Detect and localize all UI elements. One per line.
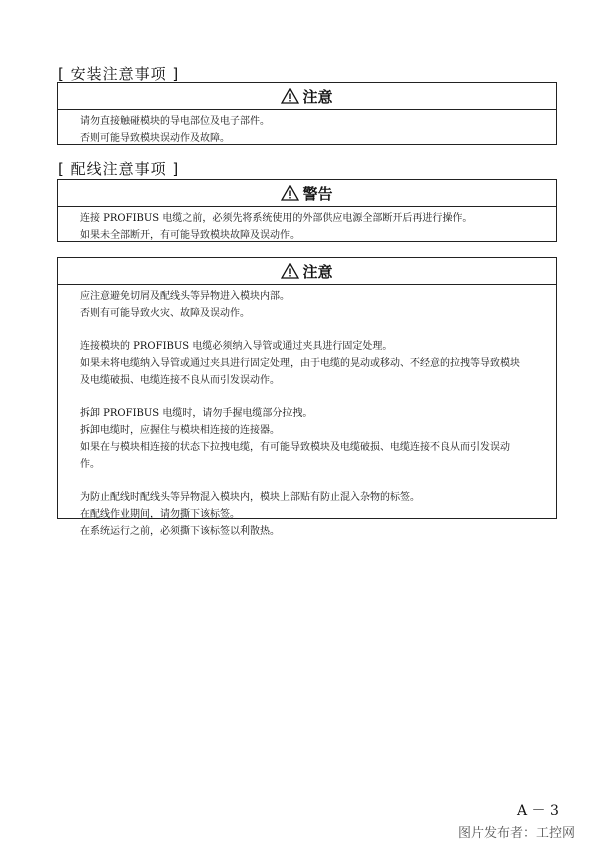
text-line: 在配线作业期间，请勿撕下该标签。 bbox=[80, 509, 240, 520]
text-line: 连接 PROFIBUS 电缆之前，必须先将系统使用的外部供应电源全部断开后再进行操作。 bbox=[80, 213, 473, 224]
page-number: A － 3 bbox=[517, 803, 559, 819]
caution-heading bbox=[58, 83, 556, 110]
caution-box-wiring bbox=[57, 257, 557, 537]
caution-heading bbox=[58, 258, 556, 285]
text-line: 否则有可能导致火灾、故障及误动作。 bbox=[80, 308, 250, 319]
text-line: 如果未将电缆纳入导管或通过夹具进行固定处理，由于电缆的晃动或移动、不经意的拉拽等导致模块 bbox=[80, 358, 520, 369]
warning-body bbox=[58, 207, 556, 248]
warning-triangle-icon bbox=[281, 185, 299, 201]
warning-heading-text: 警告 bbox=[302, 184, 333, 203]
text-line: 如果未全部断开，有可能导致模块故障及误动作。 bbox=[80, 230, 300, 241]
text-line: 在系统运行之前，必须撕下该标签以利散热。 bbox=[80, 526, 280, 537]
section-title-installation: [ 安装注意事项 ] bbox=[58, 65, 180, 83]
text-line: 作。 bbox=[80, 459, 100, 470]
warning-box-wiring bbox=[57, 179, 557, 242]
text-line: 如果在与模块相连接的状态下拉拽电缆，有可能导致模块及电缆破损、电缆连接不良从而引发误动 bbox=[80, 442, 510, 453]
warning-heading bbox=[58, 180, 556, 207]
text-line: 否则可能导致模块误动作及故障。 bbox=[80, 133, 230, 144]
text-line: 及电缆破损、电缆连接不良从而引发误动作。 bbox=[80, 375, 280, 386]
text-line: 请勿直接触碰模块的导电部位及电子部件。 bbox=[80, 116, 270, 127]
text-line: 为防止配线时配线头等异物混入模块内，模块上部贴有防止混入杂物的标签。 bbox=[80, 492, 420, 503]
warning-triangle-icon bbox=[281, 263, 299, 279]
caution-body bbox=[58, 110, 556, 151]
warning-triangle-icon bbox=[281, 88, 299, 104]
text-line: 拆卸电缆时，应握住与模块相连接的连接器。 bbox=[80, 425, 280, 436]
section-title-wiring: [ 配线注意事项 ] bbox=[58, 160, 180, 178]
caution-heading-text: 注意 bbox=[302, 87, 333, 106]
text-line: 应注意避免切屑及配线头等异物进入模块内部。 bbox=[80, 291, 290, 302]
text-line: 连接模块的 PROFIBUS 电缆必须纳入导管或通过夹具进行固定处理。 bbox=[80, 341, 393, 352]
caution-box-installation bbox=[57, 82, 557, 145]
text-line: 拆卸 PROFIBUS 电缆时，请勿手握电缆部分拉拽。 bbox=[80, 408, 313, 419]
caution-body bbox=[58, 285, 556, 544]
caution-heading-text: 注意 bbox=[302, 262, 333, 281]
watermark: 图片发布者：工控网 bbox=[458, 826, 576, 841]
